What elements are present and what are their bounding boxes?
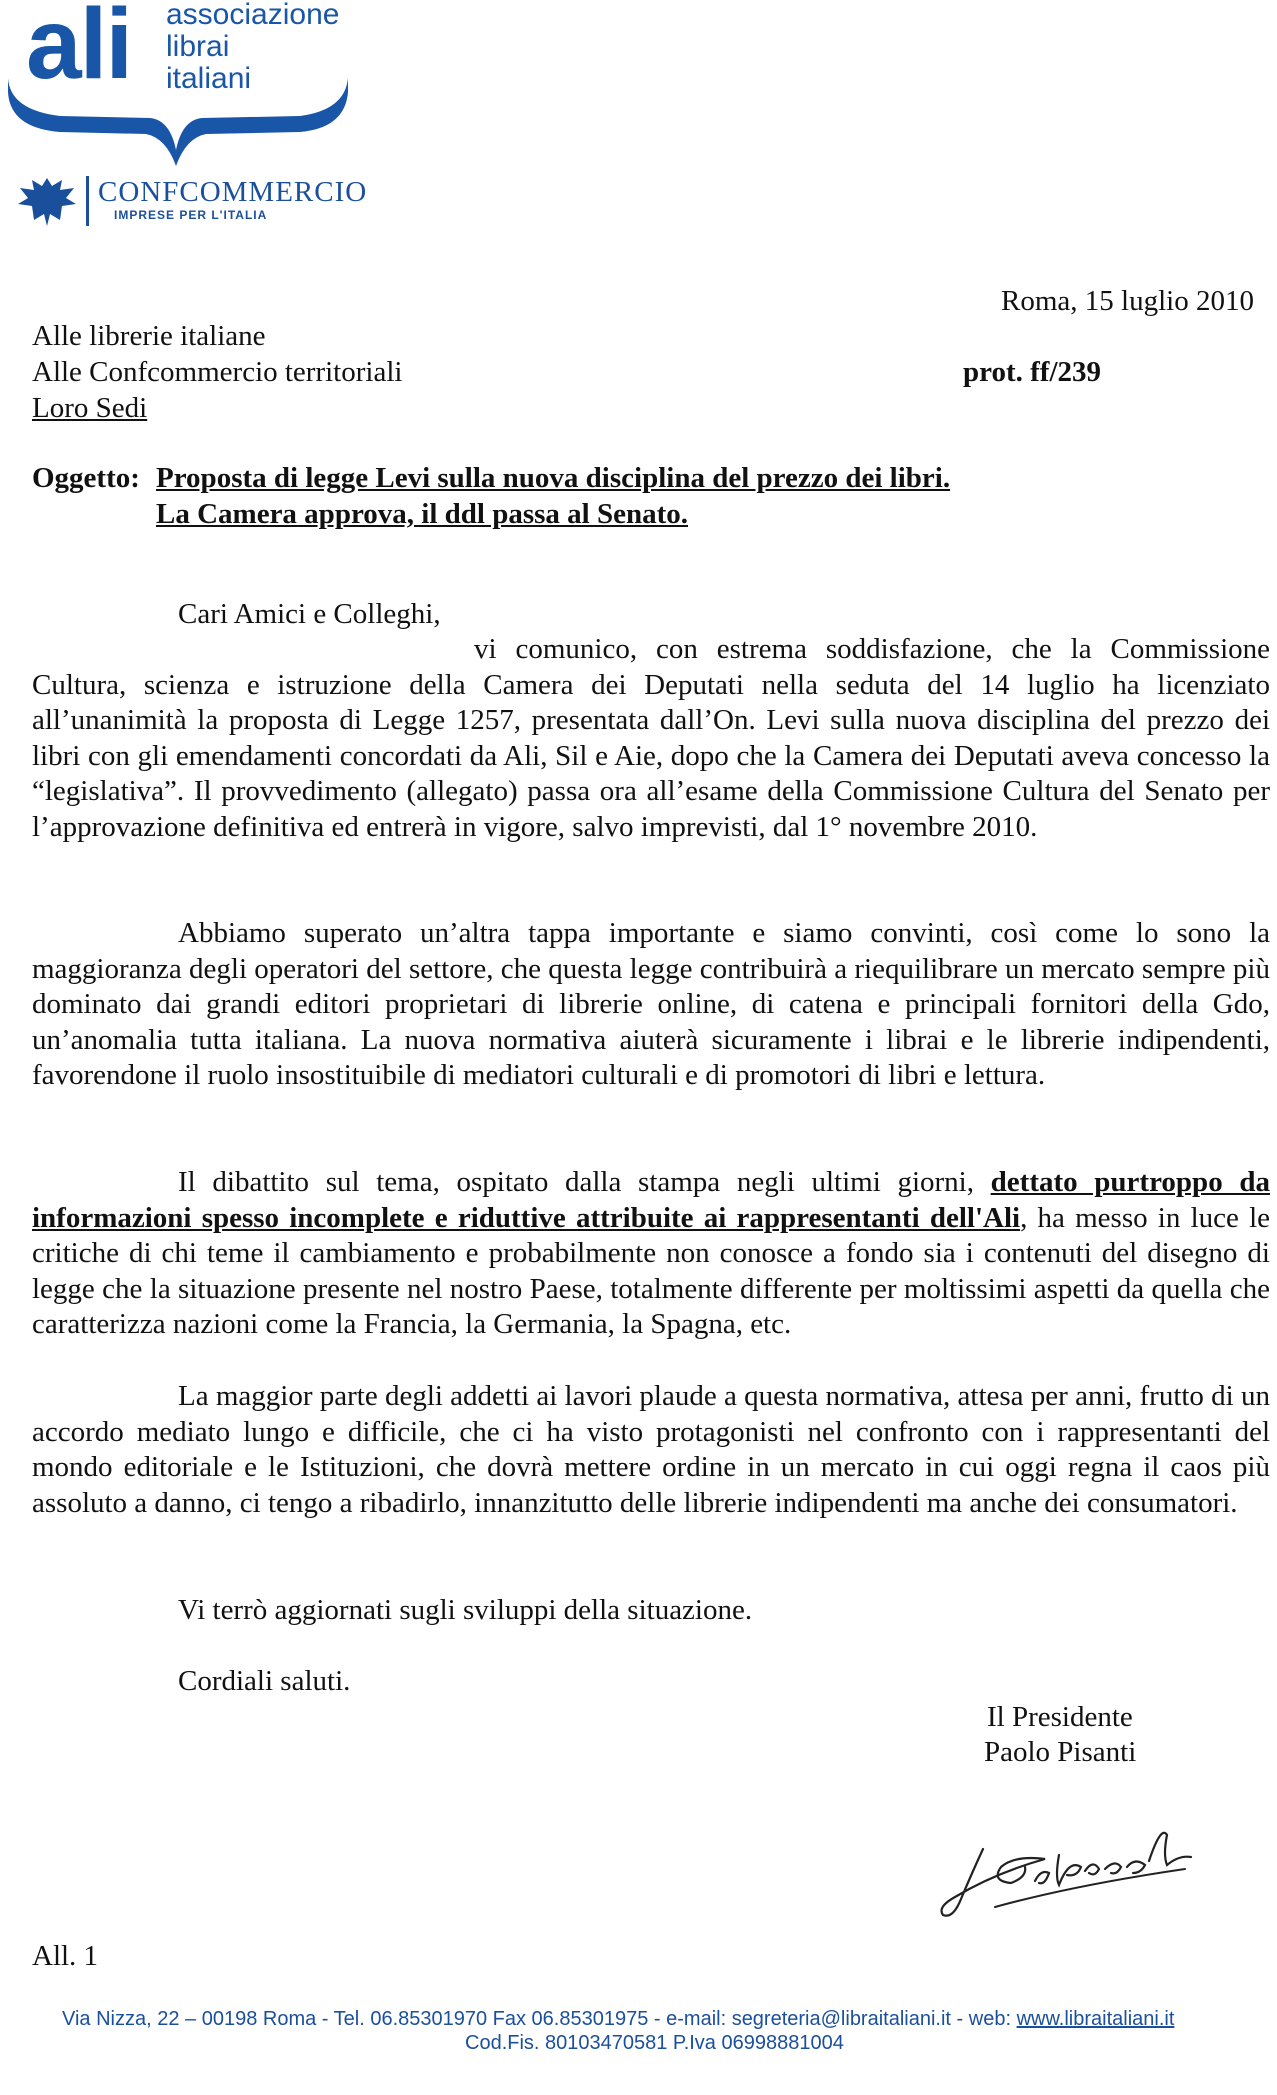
paragraph-3-start: Il dibattito sul tema, ospitato dalla stampa negli ultimi giorni, [178, 1166, 991, 1198]
paragraph-1 [32, 632, 1270, 846]
paragraph-5: Vi terrò aggiornati sugli sviluppi della situazione. [178, 1594, 753, 1626]
attachment-note: All. 1 [32, 1940, 99, 1972]
subject-line-2: La Camera approva, il ddl passa al Senato. [156, 498, 689, 530]
recipient-3: Loro Sedi [32, 392, 148, 424]
logo-line-3: italiani [166, 62, 252, 95]
confcommercio-logo [16, 174, 366, 234]
confcommercio-brand: CONFCOMMERCIO [98, 176, 368, 208]
footer-tax-codes: Cod.Fis. 80103470581 P.Iva 06998881004 [465, 2032, 844, 2054]
footer-web-link[interactable]: www.libraitaliani.it [1016, 2008, 1175, 2030]
paragraph-3-end: , ha messo in luce le critiche di chi teme il cambiamento e probabilmente non conosce a fondo sia i contenuti del disegno di legge che la situazione presente nel nostro Paese, totalmente differente per moltissimi aspetti da quella che caratterizza nazioni come la Francia, la Germania, la Spagna, etc. [32, 1201, 1270, 1341]
logo-line-1: associazione [166, 0, 340, 31]
closing: Cordiali saluti. [178, 1665, 351, 1697]
paragraph-2-text: Abbiamo superato un’altra tappa importante e siamo convinti, così come lo sono la maggioranza degli operatori del settore, che questa legge contribuirà a riequilibrare un mercato sempre più dominato dai grandi editori proprietari di librerie online, di catena e principali fornitori della Gdo, un’anomalia tutta italiana. La nuova normativa aiuterà sicuramente i librai e le librerie indipendenti, favorendone il ruolo insostituibile di mediatori culturali e di promotori di libri e lettura. [32, 917, 1270, 1092]
signer-name: Paolo Pisanti [984, 1736, 1137, 1768]
paragraph-4-text: La maggior parte degli addetti ai lavori plaude a questa normativa, attesa per anni, frutto di un accordo mediato lungo e difficile, che ci ha visto protagonisti nel confronto con i rappresentanti del mondo editoriale e le Istituzioni, che dovrà mettere ordine in un mercato in cui oggi regna il caos più assoluto a danno, ci tengo a ribadirlo, innanzitutto delle librerie indipendenti ma anche dei consumatori. [32, 1380, 1270, 1519]
footer-email-link[interactable]: segreteria@libraitaliani.it [731, 2008, 951, 2030]
paragraph-3-emphasis: dettato purtroppo da informazioni spesso incomplete e riduttive attribuite ai rappresentanti dell'Ali [32, 1166, 1270, 1234]
paragraph-3 [32, 1165, 1270, 1343]
ali-logo [0, 0, 360, 170]
paragraph-2 [32, 916, 1270, 1094]
recipient-2: Alle Confcommercio territoriali [32, 356, 403, 388]
recipient-1: Alle librerie italiane [32, 320, 266, 352]
logo-divider [86, 176, 89, 226]
eagle-icon [16, 174, 78, 228]
footer-address [62, 2007, 1174, 2032]
subject-line-1: Proposta di legge Levi sulla nuova disciplina del prezzo dei libri. [156, 462, 951, 494]
paragraph-4 [32, 1379, 1270, 1521]
ali-logo-mark: ali [26, 0, 132, 100]
confcommercio-tagline: IMPRESE PER L'ITALIA [114, 208, 268, 222]
signature-icon [935, 1815, 1205, 1930]
letter-date: Roma, 15 luglio 2010 [1001, 285, 1254, 317]
footer-web-label: - web: [950, 2008, 1017, 2030]
subject-label: Oggetto: [32, 462, 140, 494]
footer-address-text: Via Nizza, 22 – 00198 Roma - Tel. 06.85301970 Fax 06.85301975 - e-mail: [62, 2008, 732, 2030]
logo-line-2: librai [166, 30, 230, 63]
signer-title: Il Presidente [987, 1701, 1133, 1733]
paragraph-1-text: vi comunico, con estrema soddisfazione, che la Commissione Cultura, scienza e istruzione della Camera dei Deputati nella seduta del 14 luglio ha licenziato all’unanimità la proposta di Legge 1257, presentata dall’On. Levi sulla nuova disciplina del prezzo dei libri con gli emendamenti concordati da Ali, Sil e Aie, dopo che la Camera dei Deputati aveva concesso la “legislativa”. Il provvedimento (allegato) passa ora all’esame della Commissione Cultura del Senato per l’approvazione definitiva ed entrerà in vigore, salvo imprevisti, dal 1° novembre 2010. [32, 633, 1270, 843]
protocol-number: prot. ff/239 [963, 356, 1102, 388]
salutation: Cari Amici e Colleghi, [178, 598, 441, 630]
